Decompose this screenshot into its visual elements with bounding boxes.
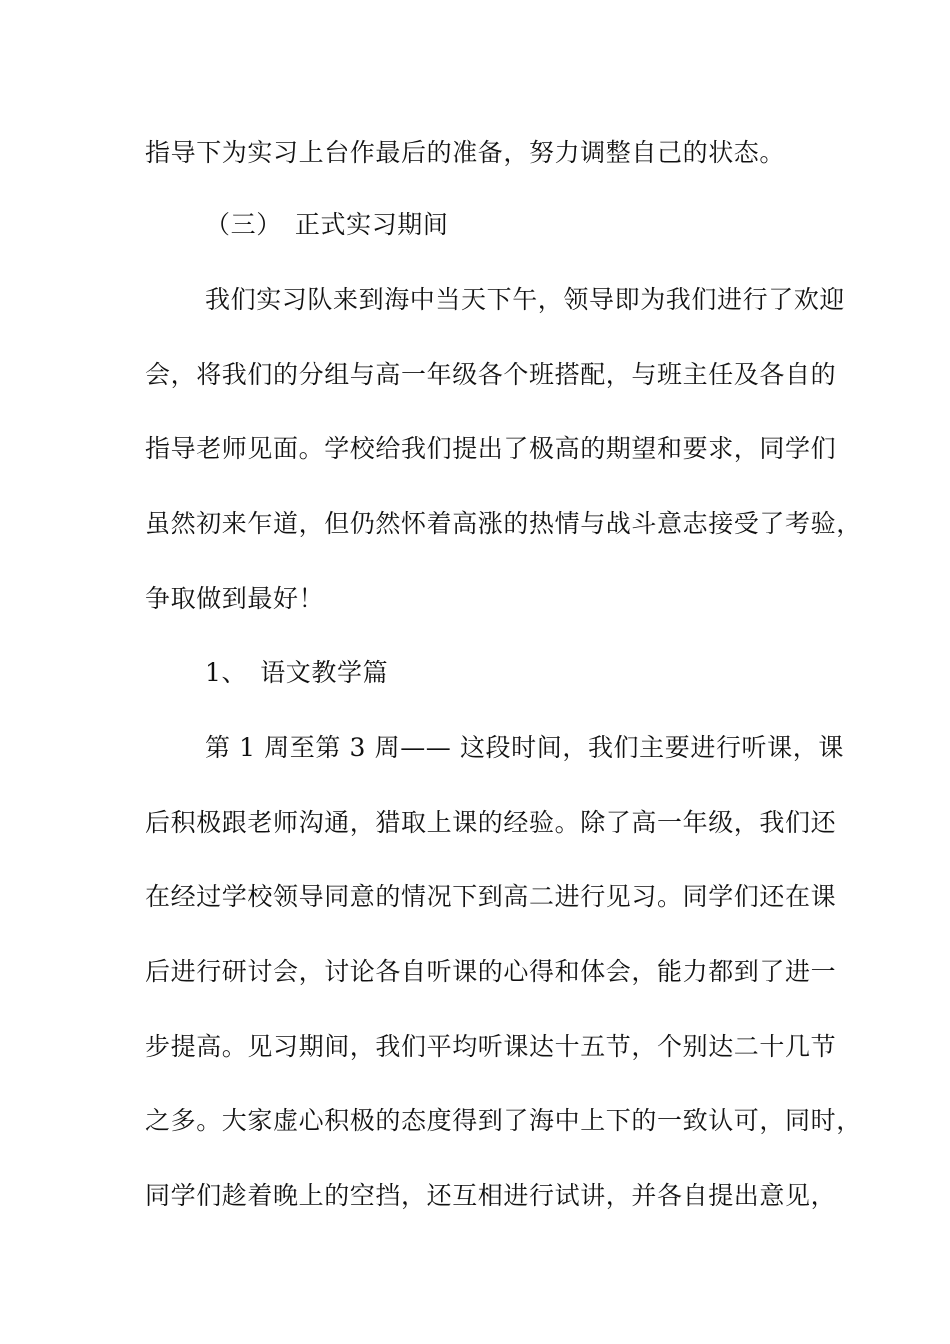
paragraph-line: 后积极跟老师沟通，猎取上课的经验。除了高一年级，我们还 [145,808,837,837]
paragraph-line: 争取做到最好！ [145,584,325,613]
paragraph-line: 指导老师见面。学校给我们提出了极高的期望和要求，同学们 [145,434,837,463]
paragraph-line: 之多。大家虚心积极的态度得到了海中上下的一致认可，同时， [145,1106,862,1135]
paragraph-line: 步提高。见习期间，我们平均听课达十五节，个别达二十几节 [145,1032,837,1061]
paragraph-line: 指导下为实习上台作最后的准备，努力调整自己的状态。 [145,138,786,167]
subsection-heading: 1、 语文教学篇 [205,658,389,687]
paragraph-line: 在经过学校领导同意的情况下到高二进行见习。同学们还在课 [145,882,837,911]
paragraph-line: 我们实习队来到海中当天下午，领导即为我们进行了欢迎 [205,285,846,314]
paragraph-line: 会，将我们的分组与高一年级各个班搭配，与班主任及各自的 [145,360,837,389]
paragraph-line: 第 1 周至第 3 周—— 这段时间，我们主要进行听课，课 [205,733,844,762]
section-heading: （三） 正式实习期间 [205,210,449,239]
paragraph-line: 同学们趁着晚上的空挡，还互相进行试讲，并各自提出意见， [145,1181,837,1210]
paragraph-line: 后进行研讨会，讨论各自听课的心得和体会，能力都到了进一 [145,957,837,986]
paragraph-line: 虽然初来乍道，但仍然怀着高涨的热情与战斗意志接受了考验， [145,509,862,538]
